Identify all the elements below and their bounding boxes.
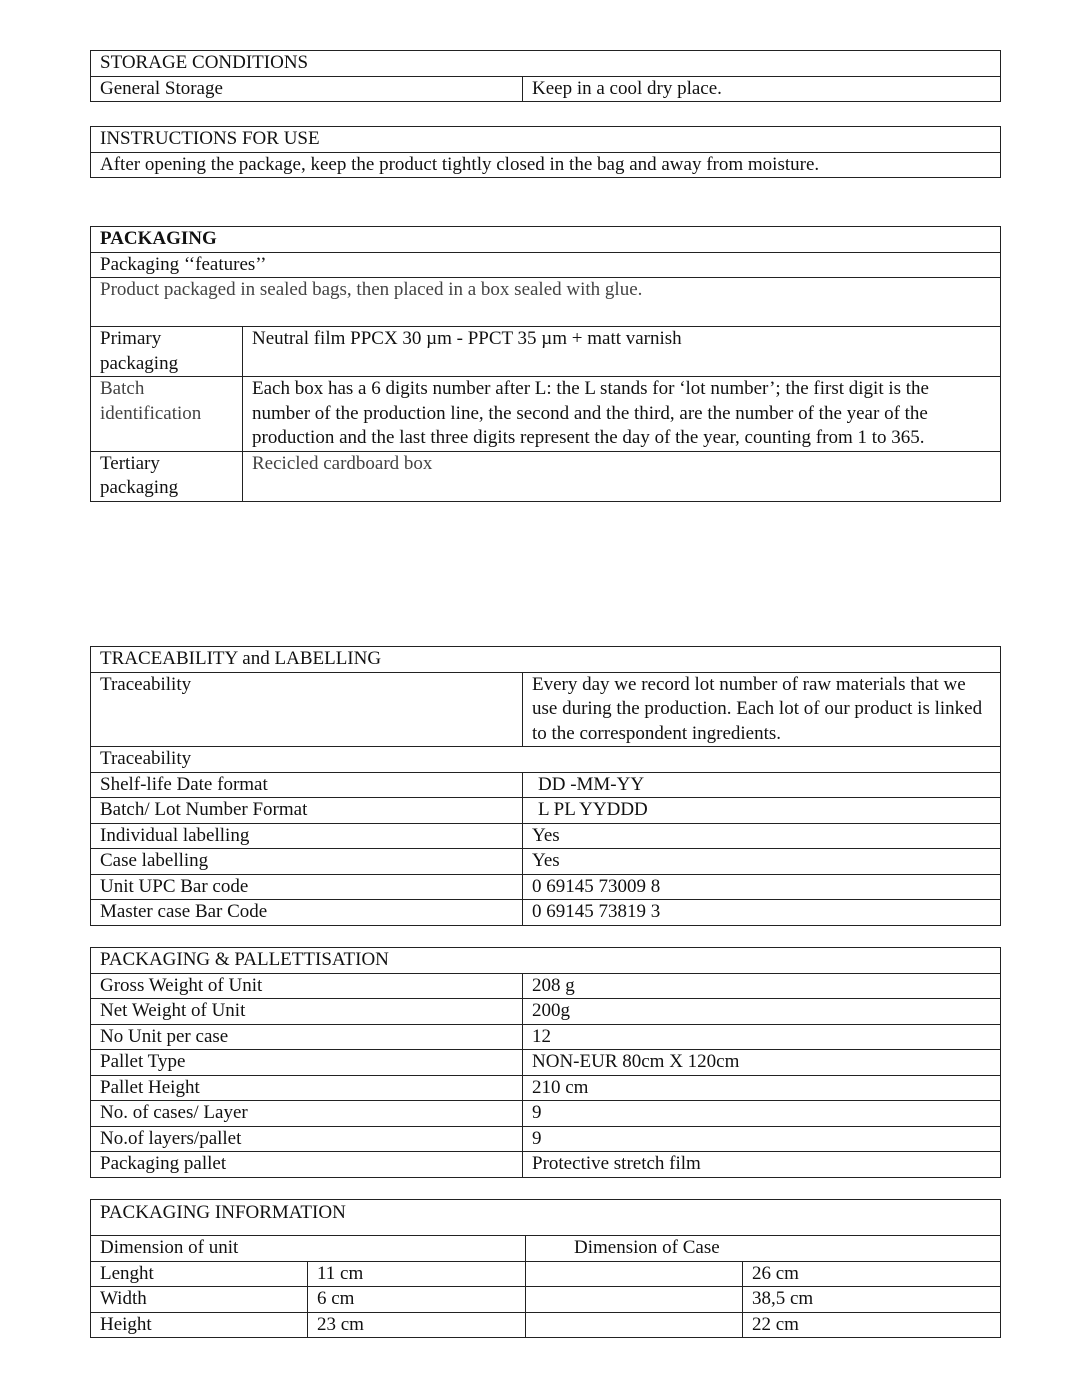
cases-per-layer-value: 9	[523, 1101, 1001, 1127]
width-label: Width	[91, 1287, 308, 1313]
packaging-info-header: PACKAGING INFORMATION	[91, 1200, 1001, 1236]
tertiary-packaging-label: Tertiary packaging	[91, 451, 243, 501]
packaging-features-text: Product packaged in sealed bags, then placed in a box sealed with glue.	[91, 278, 1001, 327]
case-height-label	[526, 1312, 743, 1338]
packaging-info-table	[90, 1199, 1001, 1338]
pallet-height-label: Pallet Height	[91, 1075, 523, 1101]
batch-identification-value: Each box has a 6 digits number after L: the L stands for ‘lot number’; the first digit is the number of the production line, the second and the third, are the number of the year of the production and the last three digits represent the day of the year, counting from 1 to 365.	[243, 377, 1001, 452]
traceability-header: TRACEABILITY and LABELLING	[91, 647, 1001, 673]
case-dimension-header: Dimension of Case	[526, 1236, 1001, 1262]
net-weight-value: 200g	[523, 999, 1001, 1025]
tertiary-packaging-value: Recicled cardboard box	[243, 451, 1001, 501]
shelf-life-value: DD -MM-YY	[523, 772, 1001, 798]
unit-dimension-header: Dimension of unit	[91, 1236, 526, 1262]
instructions-header: INSTRUCTIONS FOR USE	[91, 127, 1001, 153]
instructions-table	[90, 126, 1001, 178]
gross-weight-value: 208 g	[523, 973, 1001, 999]
palletisation-header: PACKAGING & PALLETTISATION	[91, 948, 1001, 974]
net-weight-label: Net Weight of Unit	[91, 999, 523, 1025]
unit-length-value: 11 cm	[308, 1261, 526, 1287]
individual-labelling-value: Yes	[523, 823, 1001, 849]
individual-labelling-label: Individual labelling	[91, 823, 523, 849]
units-per-case-label: No Unit per case	[91, 1024, 523, 1050]
pallet-type-label: Pallet Type	[91, 1050, 523, 1076]
shelf-life-label: Shelf-life Date format	[91, 772, 523, 798]
master-case-barcode-label: Master case Bar Code	[91, 900, 523, 926]
case-labelling-value: Yes	[523, 849, 1001, 875]
traceability-intro-value: Every day we record lot number of raw materials that we use during the production. Each lot of our product is linked to the correspondent ingredients.	[523, 672, 1001, 747]
packaging-pallet-label: Packaging pallet	[91, 1152, 523, 1178]
storage-value: Keep in a cool dry place.	[523, 76, 1001, 102]
traceability-intro-label: Traceability	[91, 672, 523, 747]
traceability-subheader: Traceability	[91, 747, 1001, 773]
packaging-features-label: Packaging ‘‘features’’	[91, 252, 1001, 278]
batch-format-value: L PL YYDDD	[523, 798, 1001, 824]
layers-per-pallet-value: 9	[523, 1126, 1001, 1152]
batch-format-label: Batch/ Lot Number Format	[91, 798, 523, 824]
gross-weight-label: Gross Weight of Unit	[91, 973, 523, 999]
unit-width-value: 6 cm	[308, 1287, 526, 1313]
unit-height-value: 23 cm	[308, 1312, 526, 1338]
case-width-value: 38,5 cm	[743, 1287, 1001, 1313]
case-length-value: 26 cm	[743, 1261, 1001, 1287]
packaging-table	[90, 226, 1001, 502]
case-height-value: 22 cm	[743, 1312, 1001, 1338]
pallet-type-value: NON-EUR 80cm X 120cm	[523, 1050, 1001, 1076]
primary-packaging-label: Primary packaging	[91, 327, 243, 377]
layers-per-pallet-label: No.of layers/pallet	[91, 1126, 523, 1152]
primary-packaging-value: Neutral film PPCX 30 µm - PPCT 35 µm + matt varnish	[243, 327, 1001, 377]
storage-table	[90, 50, 1001, 102]
instructions-text: After opening the package, keep the product tightly closed in the bag and away from moisture.	[91, 152, 1001, 178]
cases-per-layer-label: No. of cases/ Layer	[91, 1101, 523, 1127]
unit-upc-value: 0 69145 73009 8	[523, 874, 1001, 900]
master-case-barcode-value: 0 69145 73819 3	[523, 900, 1001, 926]
batch-identification-label: Batch identification	[91, 377, 243, 452]
pallet-height-value: 210 cm	[523, 1075, 1001, 1101]
case-labelling-label: Case labelling	[91, 849, 523, 875]
storage-label: General Storage	[91, 76, 523, 102]
unit-upc-label: Unit UPC Bar code	[91, 874, 523, 900]
units-per-case-value: 12	[523, 1024, 1001, 1050]
height-label: Height	[91, 1312, 308, 1338]
packaging-header: PACKAGING	[91, 227, 1001, 253]
case-width-label	[526, 1287, 743, 1313]
palletisation-table	[90, 947, 1001, 1178]
packaging-pallet-value: Protective stretch film	[523, 1152, 1001, 1178]
length-label: Lenght	[91, 1261, 308, 1287]
traceability-table	[90, 646, 1001, 926]
case-length-label	[526, 1261, 743, 1287]
storage-header: STORAGE CONDITIONS	[91, 51, 1001, 77]
